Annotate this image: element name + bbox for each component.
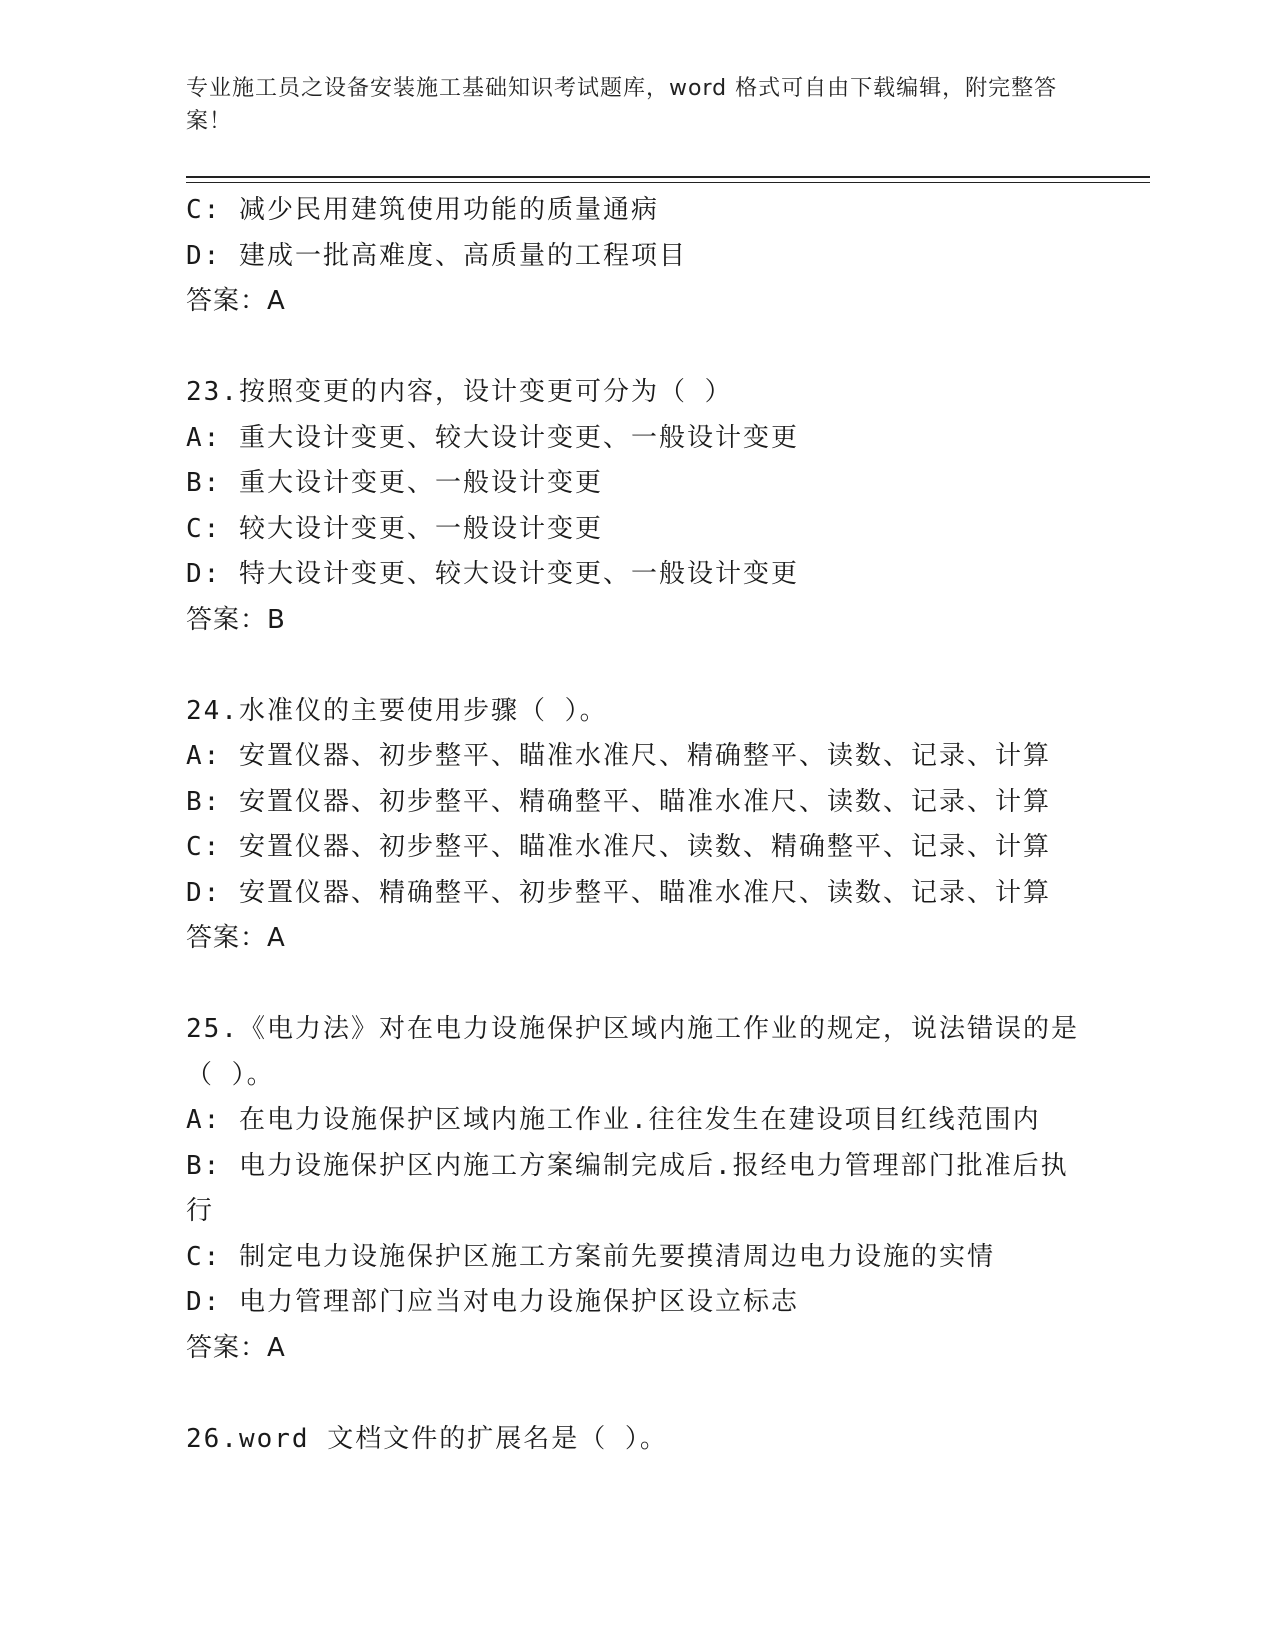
option-d: D: 电力管理部门应当对电力设施保护区设立标志 [186,1287,799,1317]
spacer [186,325,1086,371]
option-c: C: 较大设计变更、一般设计变更 [186,513,603,544]
option-d: D: 安置仪器、精确整平、初步整平、瞄准水准尺、读数、记录、计算 [186,877,1051,908]
option-d: D: 特大设计变更、较大设计变更、一般设计变更 [186,559,799,589]
question-stem: 26.word 文档文件的扩展名是（ ）。 [186,1423,668,1454]
answer-line: 答案：A [186,1332,286,1363]
question-23 [186,370,1086,643]
question-22-continued [186,188,1086,325]
document-body [186,188,1086,1462]
option-b: B: 电力设施保护区内施工方案编制完成后.报经电力管理部门批准后执行 [186,1150,1069,1226]
question-24 [186,689,1086,962]
header-divider-thin [186,182,1150,183]
option-b: B: 重大设计变更、一般设计变更 [186,468,603,498]
option-c: C: 安置仪器、初步整平、瞄准水准尺、读数、精确整平、记录、计算 [186,832,1051,862]
option-c: C: 制定电力设施保护区施工方案前先要摸清周边电力设施的实情 [186,1241,995,1272]
spacer [186,643,1086,689]
answer-line: 答案：A [186,286,286,316]
spacer [186,962,1086,1008]
option-a: A: 重大设计变更、较大设计变更、一般设计变更 [186,422,799,453]
option-a: A: 安置仪器、初步整平、瞄准水准尺、精确整平、读数、记录、计算 [186,741,1051,771]
answer-line: 答案：B [186,604,286,635]
option-b: B: 安置仪器、初步整平、精确整平、瞄准水准尺、读数、记录、计算 [186,786,1051,817]
header-divider-thick [186,176,1150,178]
question-25 [186,1007,1086,1371]
spacer [186,1371,1086,1417]
option-a: A: 在电力设施保护区域内施工作业.往往发生在建设项目红线范围内 [186,1105,1041,1135]
question-stem: 24.水准仪的主要使用步骤（ ）。 [186,695,608,726]
document-header: 专业施工员之设备安装施工基础知识考试题库，word 格式可自由下载编辑，附完整答案！ [186,76,1058,134]
question-26 [186,1417,1086,1463]
option-c: C: 减少民用建筑使用功能的质量通病 [186,195,659,225]
answer-line: 答案：A [186,923,286,953]
option-d: D: 建成一批高难度、高质量的工程项目 [186,240,687,271]
question-stem: 25.《电力法》对在电力设施保护区域内施工作业的规定，说法错误的是（ ）。 [186,1014,1079,1090]
question-stem: 23.按照变更的内容，设计变更可分为（ ） [186,377,733,407]
